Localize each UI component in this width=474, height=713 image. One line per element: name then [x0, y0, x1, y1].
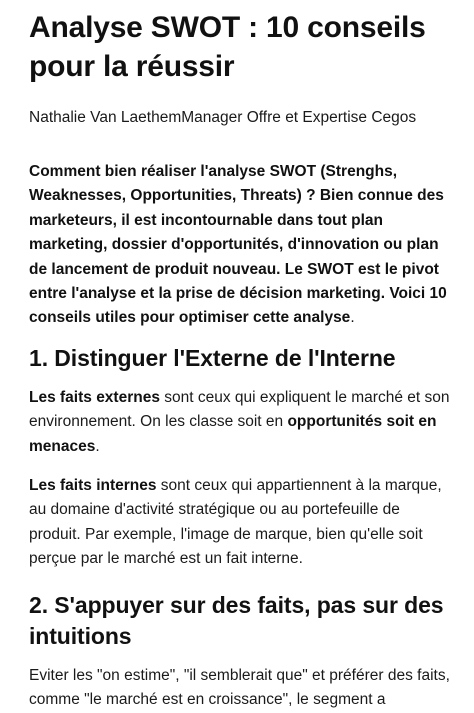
section-1-paragraph-external: [29, 386, 452, 459]
opportunities-threats-term: opportunités soit en menaces: [29, 413, 437, 455]
section-2-paragraph: [29, 664, 452, 713]
section-1-heading: 1. Distinguer l'Externe de l'Interne: [29, 344, 396, 371]
article-page: [0, 8, 474, 709]
internal-facts-text: sont ceux qui appartiennent à la marque, au domaine d'activité stratégique ou au portefeuille de produit. Par exemple, l'image de marque, bien qu'elle soit perçue par le marché est un fait interne.: [29, 477, 442, 568]
article-author: Nathalie Van LaethemManager Offre et Expertise Cegos: [29, 109, 417, 126]
intro-tail-text: .: [350, 309, 355, 327]
section-2-text: Eviter les "on estime", "il semblerait que" et préférer des faits, comme "le marché est en croissance", le segment a: [29, 666, 450, 709]
external-facts-term: Les faits externes: [29, 388, 160, 406]
external-facts-end: .: [95, 437, 100, 455]
external-facts-text: sont ceux qui expliquent le marché et son environnement. On les classe soit en: [29, 388, 450, 431]
intro-bold-text: Comment bien réaliser l'analyse SWOT (Strenghs, Weaknesses, Opportunities, Threats) ? Bien connue des marketeurs, il est incontournable dans tout plan marketing, dossier d'opportunités, d'innovation ou plan de lancement de produit nouveau. Le SWOT est le pivot entre l'analyse et la prise de décision marketing. Voici 10 conseils utiles pour optimiser cette analyse: [29, 163, 447, 327]
section-2-heading: 2. S'appuyer sur des faits, pas sur des intuitions: [29, 591, 444, 649]
section-1-paragraph-internal: [29, 474, 452, 572]
article-title: Analyse SWOT : 10 conseils pour la réussir: [29, 11, 426, 83]
article-intro: [29, 160, 452, 331]
internal-facts-term: Les faits internes: [29, 477, 157, 495]
